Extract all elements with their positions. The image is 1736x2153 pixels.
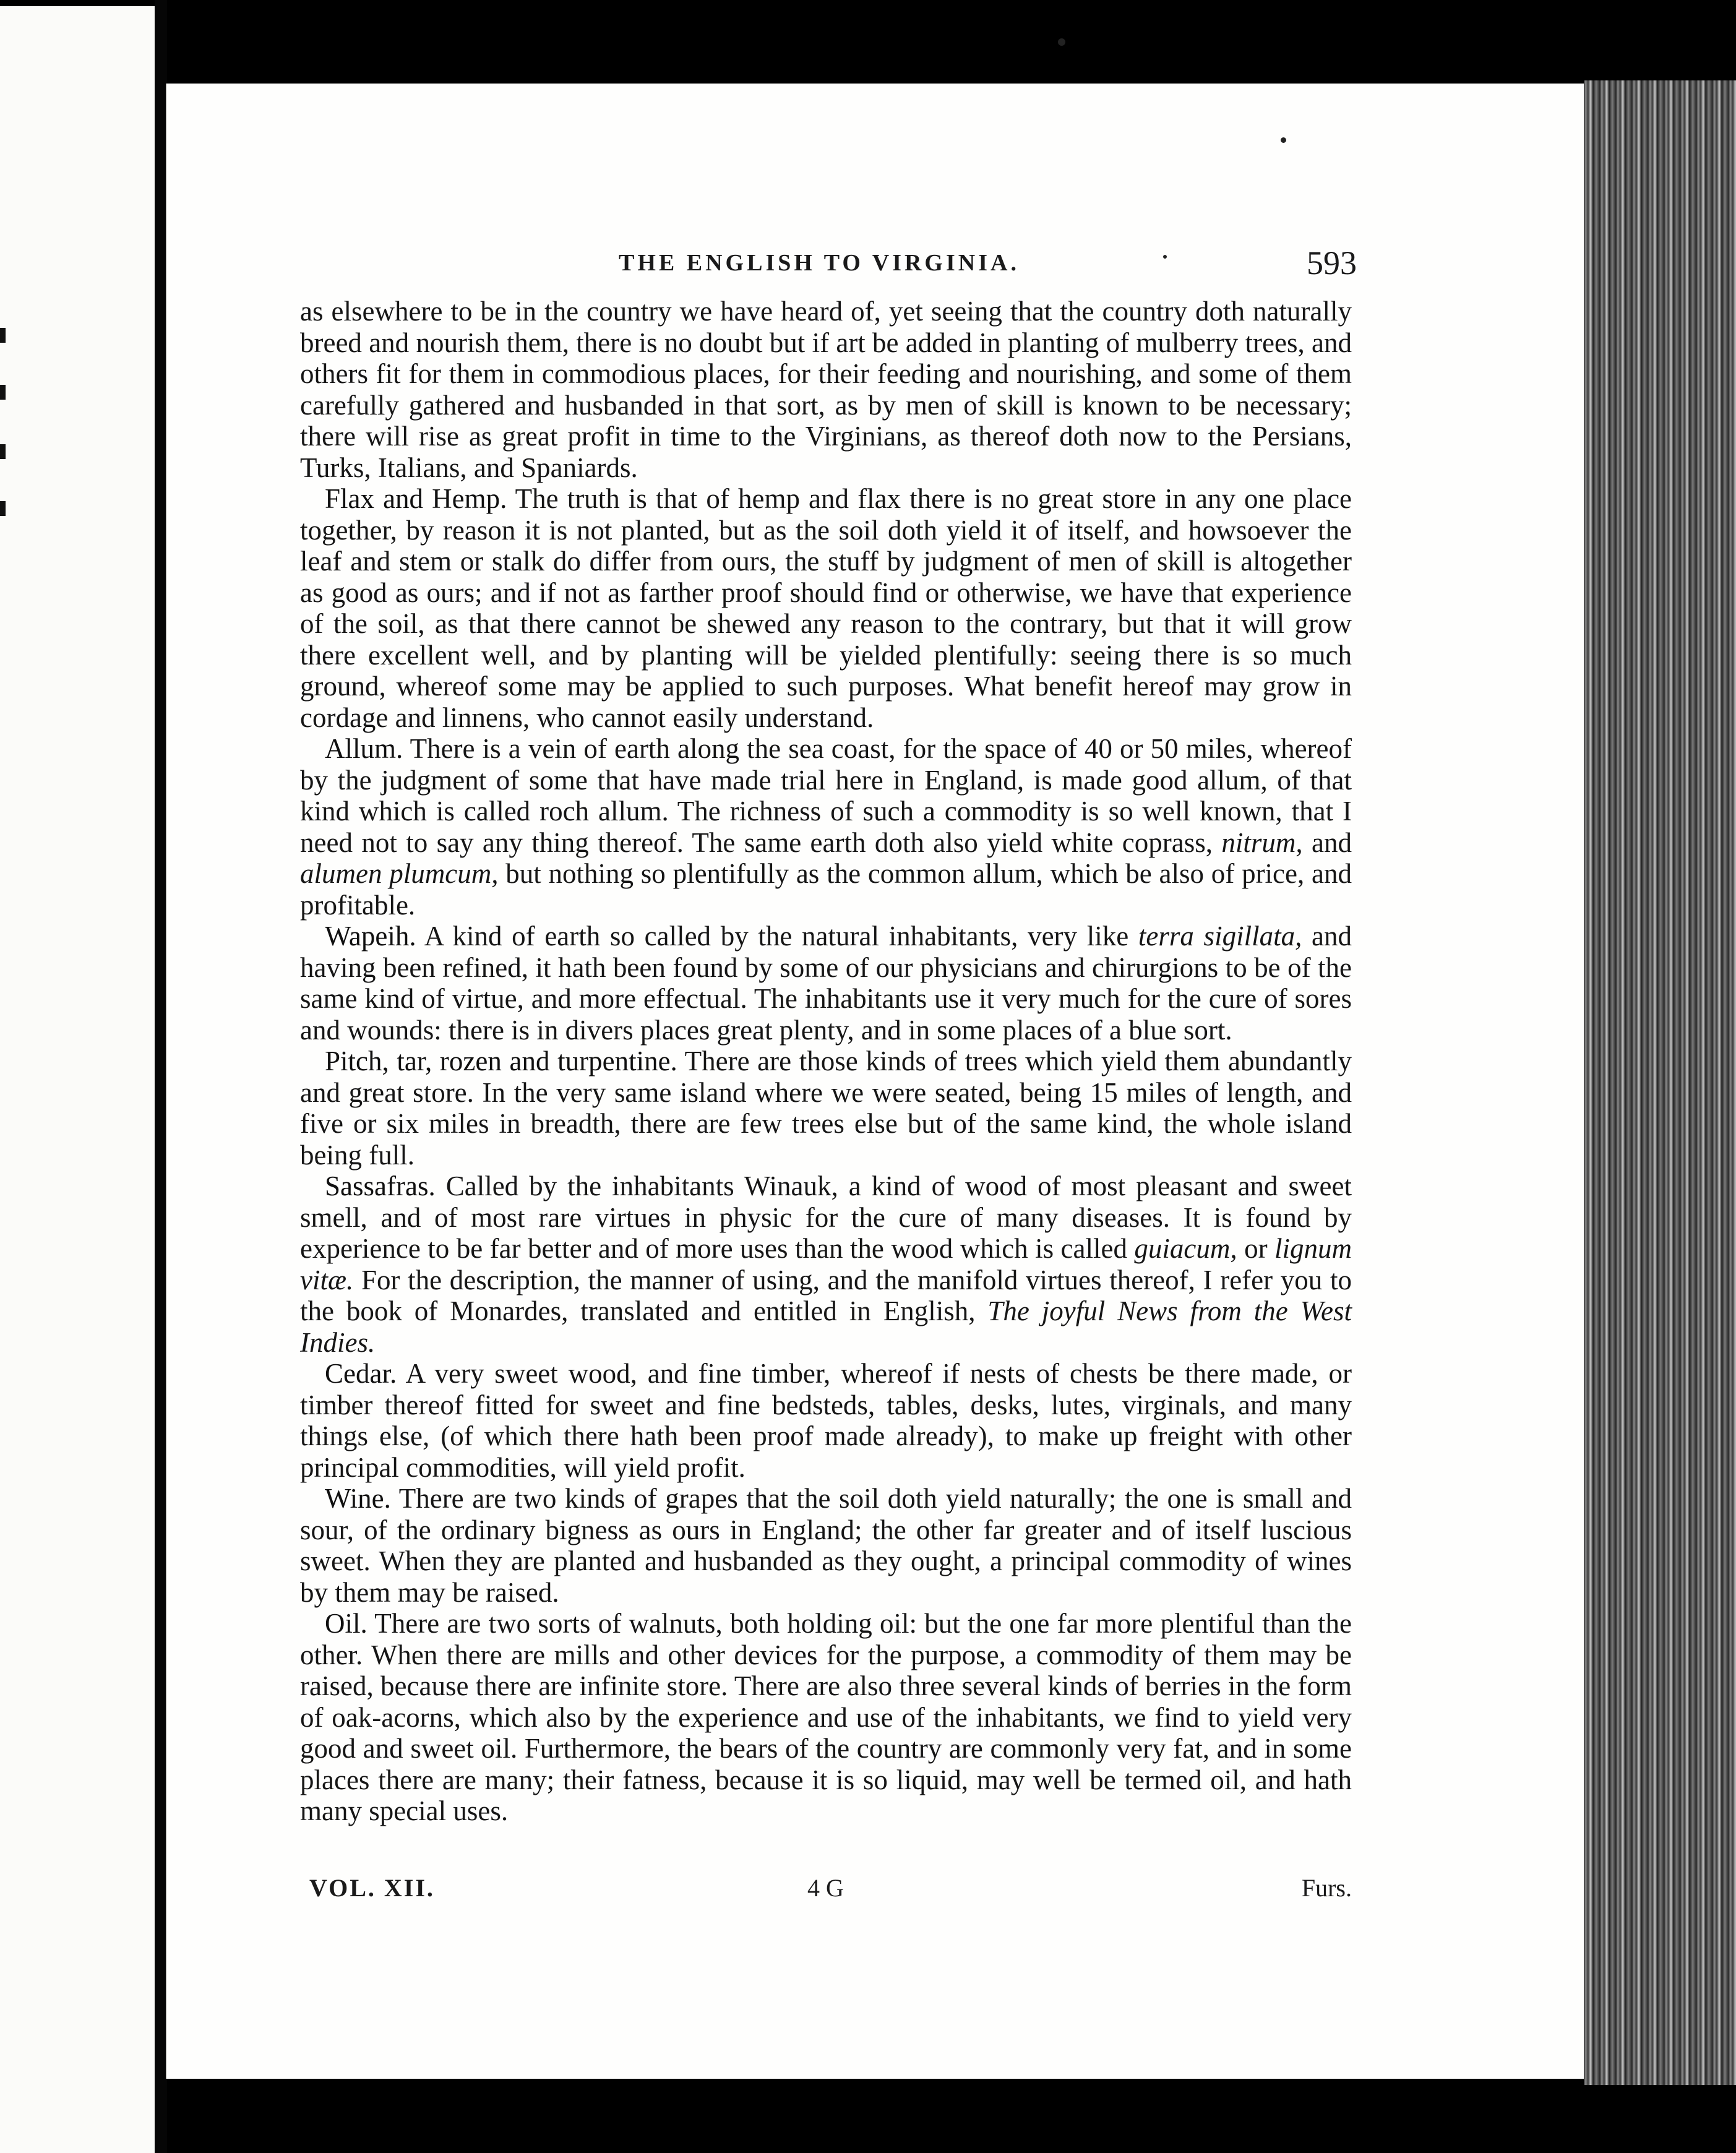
entry-heading: Flax and Hemp.	[325, 483, 507, 514]
entry-heading: Wine.	[325, 1483, 391, 1514]
entry-text: or	[1244, 1233, 1268, 1264]
facing-page-edge	[0, 6, 155, 2153]
paragraph-pitch	[300, 1046, 1352, 1171]
book-edges	[1584, 80, 1736, 2085]
entry-text: and	[1312, 827, 1352, 858]
running-head: THE ENGLISH TO VIRGINIA.	[619, 250, 1020, 276]
entry-text: A kind of earth so called by the natural inhabitants, very like	[424, 921, 1129, 952]
entry-heading: Sassafras.	[325, 1171, 436, 1201]
paragraph-oil	[300, 1608, 1352, 1827]
paragraph-sassafras	[300, 1171, 1352, 1358]
margin-mark	[0, 328, 6, 343]
entry-text: and having been refined, it hath been found by some of our physicians and chirurgions to be of the same kind of virtue, and more effectual. The inhabitants use it very much for the cure of sores and wounds: there is in divers places great plenty, and in some places of a blue sort.	[300, 921, 1352, 1046]
entry-heading: Allum.	[325, 733, 403, 764]
margin-mark	[0, 444, 6, 459]
specks	[1281, 137, 1286, 143]
italic-term: alumen plumcum,	[300, 858, 499, 889]
italic-term: nitrum,	[1221, 827, 1303, 858]
paragraph-wine	[300, 1483, 1352, 1608]
italic-term: terra sigillata,	[1138, 921, 1302, 952]
italic-term: lignum vitæ.	[300, 1233, 1352, 1296]
page-footer	[300, 1873, 1352, 1904]
paragraph-cedar	[300, 1358, 1352, 1483]
entry-text: but nothing so plentifully as the common allum, which be also of price, and profitable.	[300, 858, 1352, 921]
body-text	[300, 296, 1352, 1867]
paragraph-wapeih	[300, 921, 1352, 1046]
entry-text: A very sweet wood, and fine timber, whereof if nests of chests be there made, or timber thereof fitted for sweet and fine bedsteds, tables, desks, lutes, virginals, and many things else, (of which there hath been proof made already), to make up freight with other principal commodities, will yield profit.	[300, 1358, 1352, 1483]
entry-text: Called by the inhabitants Winauk, a kind of wood of most pleasant and sweet smell, and of most rare virtues in physic for the cure of many diseases. It is found by experience to be far better and of more uses than the wood which is called	[300, 1171, 1352, 1264]
entry-heading: Cedar.	[325, 1358, 397, 1389]
entry-heading: Pitch, tar, rozen and turpentine.	[325, 1046, 677, 1076]
entry-text: There are two sorts of walnuts, both holding oil: but the one far more plentiful than the other. When there are mills and other devices for the purpose, a commodity of them may be raised, because there are infinite store. There are also three several kinds of berries in the form of oak-acorns, which also by the experience and use of the inhabitants, we find to yield very good and sweet oil. Furthermore, the bears of the country are commonly very fat, and in some places there are many; their fatness, because it is so liquid, may well be termed oil, and hath many special uses.	[300, 1608, 1352, 1826]
paragraph-flax-hemp	[300, 483, 1352, 733]
margin-mark	[0, 385, 6, 400]
page-number: 593	[1307, 244, 1357, 281]
volume-label: VOL. XII.	[309, 1874, 435, 1902]
entry-text: For the description, the manner of using, and the manifold virtues thereof, I refer you to the book of Monardes, translated and entitled in English,	[300, 1264, 1352, 1326]
margin-mark	[0, 501, 6, 516]
entry-heading: Oil.	[325, 1608, 367, 1639]
specks	[1058, 38, 1065, 46]
specks	[1163, 255, 1167, 259]
entry-text: The truth is that of hemp and flax there is no great store in any one place together, by reason it is not planted, but as the soil doth yield it of itself, and howsoever the leaf and stem or stalk do differ from ours, the stuff by judgment of men of skill is altogether as good as ours; and if not as farther proof should find or otherwise, we have that experience of the soil, as that there cannot be shewed any reason to the contrary, but that it will grow there excellent well, and by planting will be yielded plentifully: seeing there is so much ground, whereof some may be applied to such purposes. What benefit hereof may grow in cordage and linnens, who cannot easily understand.	[300, 483, 1352, 733]
entry-text: There are two kinds of grapes that the soil doth yield naturally; the one is small and sour, of the ordinary bigness as ours in England; the other far greater and of itself luscious sweet. When they are planted and husbanded as they ought, a principal commodity of wines by them may be raised.	[300, 1483, 1352, 1608]
paragraph-continued: as elsewhere to be in the country we have heard of, yet seeing that the country doth naturally breed and nourish them, there is no doubt but if art be added in planting of mulberry trees, and others fit for them in commodious places, for their feeding and nourishing, and some of them carefully gathered and husbanded in that sort, as by men of skill is known to be necessary; there will rise as great profit in time to the Virginians, as thereof doth now to the Persians, Turks, Italians, and Spaniards.	[300, 296, 1352, 483]
gutter	[155, 0, 167, 2153]
signature-mark: 4 G	[807, 1874, 844, 1902]
entry-text: There are those kinds of trees which yield them abundantly and great store. In the very same island where we were seated, being 15 miles of length, and five or six miles in breadth, there are few trees else but of the same kind, the whole island being full.	[300, 1046, 1352, 1171]
italic-book-title: The joyful News from the West Indies.	[300, 1296, 1352, 1358]
catchword: Furs.	[1301, 1874, 1352, 1902]
paragraph-allum	[300, 733, 1352, 921]
entry-text: There is a vein of earth along the sea coast, for the space of 40 or 50 miles, whereof by the judgment of some that have made trial here in England, is made good allum, of that kind which is called roch allum. The richness of such a commodity is so well known, that I need not to say any thing thereof. The same earth doth also yield white coprass,	[300, 733, 1352, 858]
entry-heading: Wapeih.	[325, 921, 416, 952]
italic-term: guiacum,	[1134, 1233, 1237, 1264]
